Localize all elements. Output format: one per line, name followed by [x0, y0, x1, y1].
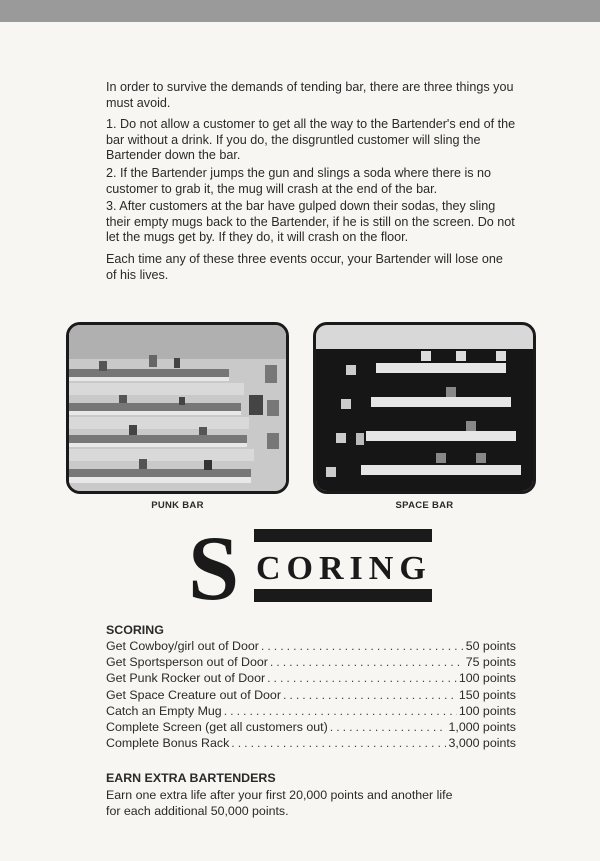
scoring-header-big-letter: S: [188, 525, 240, 605]
header-bottom-bar: [254, 589, 432, 602]
rule-2: 2. If the Bartender jumps the gun and slings a soda where there is no customer to grab it, the mug will crash at the end of the bar.: [106, 165, 492, 196]
score-label: Get Space Creature out of Door: [106, 687, 281, 702]
extra-bartenders-section: [106, 771, 516, 819]
intro-paragraph: In order to survive the demands of tending bar, there are three things you must avoid.: [106, 80, 514, 110]
score-label: Get Punk Rocker out of Door: [106, 671, 266, 686]
dot-leader: [261, 639, 464, 653]
score-points: 150 points: [458, 687, 516, 702]
dot-leader: [330, 720, 447, 734]
scoring-header-logo: [188, 525, 433, 605]
score-points: 100 points: [458, 671, 516, 686]
score-label: Catch an Empty Mug: [106, 703, 222, 718]
extra-title: EARN EXTRA BARTENDERS: [106, 771, 276, 785]
score-points: 50 points: [465, 639, 516, 653]
score-label: Get Cowboy/girl out of Door: [106, 639, 259, 653]
score-label: Complete Screen (get all customers out): [106, 719, 328, 734]
extra-text: Earn one extra life after your first 20,000 points and another life for each additional 50,000 points.: [106, 788, 453, 818]
dot-leader: [270, 655, 464, 669]
score-row: [106, 655, 516, 671]
header-top-bar: [254, 529, 432, 542]
score-points: 75 points: [465, 655, 516, 670]
score-points: 3,000 points: [448, 736, 516, 751]
dot-leader: [283, 688, 457, 702]
scoring-title: SCORING: [106, 623, 164, 637]
space-bar-caption: SPACE BAR: [395, 500, 454, 511]
rule-3: 3. After customers at the bar have gulped down their sodas, they sling their empty mugs back to the Bartender, if he is still on the screen. Do not let the mugs get by. If they do, it will crash on the floor.: [106, 199, 515, 245]
rule-1: 1. Do not allow a customer to get all the way to the Bartender's end of the bar without a drink. If you do, the disgruntled customer will sling the Bartender down the bar.: [106, 117, 516, 163]
score-row: [106, 671, 516, 687]
score-points: 100 points: [458, 703, 516, 718]
punk-bar-screenshot: [66, 322, 289, 494]
dot-leader: [267, 671, 457, 685]
scoring-header-rest: CORING: [256, 550, 432, 587]
score-label: Complete Bonus Rack: [106, 736, 230, 751]
lives-paragraph: Each time any of these three events occur, your Bartender will lose one of his lives.: [106, 251, 503, 282]
space-bar-screenshot: [313, 322, 536, 494]
score-row: [106, 688, 516, 704]
punk-bar-caption: PUNK BAR: [151, 500, 204, 511]
dot-leader: [224, 704, 457, 718]
top-gray-band: [0, 0, 600, 22]
intro-text: [106, 80, 516, 289]
score-row: [106, 736, 516, 752]
score-row: [106, 720, 516, 736]
scoring-section: [106, 623, 516, 752]
score-row: [106, 704, 516, 720]
score-points: 1,000 points: [448, 719, 516, 734]
score-label: Get Sportsperson out of Door: [106, 655, 268, 670]
score-row: [106, 639, 516, 655]
dot-leader: [231, 736, 446, 750]
